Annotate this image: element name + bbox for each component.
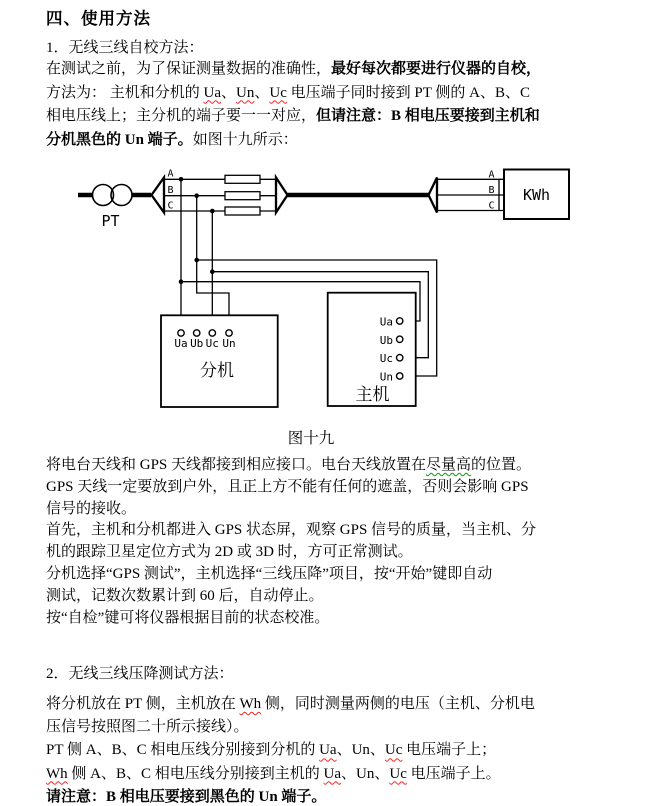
subsection-2-title: 2．无线三线压降测试方法： (46, 666, 234, 682)
misspelled-term: Ua (323, 765, 342, 782)
subsection-1-title: 1．无线三线自校方法： (46, 40, 204, 56)
slave-terminal-label-ub: Ub (190, 337, 204, 350)
text-run: 相电压线上；主分机的端子要一一对应， (46, 108, 317, 124)
host-unit-label: 主机 (355, 385, 390, 404)
phase-label-c-left: C (167, 200, 174, 212)
slave-terminal-label-uc: Uc (205, 337, 219, 350)
misspelled-term: Uc (389, 765, 407, 782)
bold-text-run: 分机黑色的 Un 端子。 (46, 131, 193, 148)
text-run: 的位置。 (471, 457, 532, 473)
text-run: 在测试之前，为了保证测量数据的准确性， (46, 61, 332, 77)
resistors (225, 175, 260, 215)
text-run: 侧 A、B、C 相电压线分别接到主机的 (67, 765, 324, 782)
phase-label-a-left: A (167, 168, 174, 180)
phase-label-b-right: B (488, 185, 495, 196)
text-line (46, 608, 536, 630)
text-line (46, 542, 536, 564)
bold-text-run: 最好每次都要进行仪器的自校， (331, 61, 542, 77)
paragraph-gps-antenna (46, 455, 536, 629)
text-line (46, 693, 535, 716)
text-line (46, 520, 536, 542)
slave-terminal-label-ua: Ua (174, 337, 188, 350)
text-line (46, 763, 535, 786)
text-line (46, 739, 535, 762)
host-terminal-label-ub: Ub (379, 333, 393, 347)
misspelled-term: Uc (269, 84, 287, 101)
fanin-chevron (276, 178, 288, 213)
text-run: 机的跟踪卫星定位方式为 2D 或 3D 时，方可正常测试。 (46, 544, 413, 561)
misspelled-term: Un (236, 84, 255, 101)
phase-label-c-right: C (488, 200, 495, 212)
misspelled-term: Wh (46, 765, 68, 782)
text-line (46, 564, 536, 586)
phase-label-a-right: A (488, 169, 495, 181)
slave-drop-wires (181, 179, 229, 330)
fanout-chevron-right (429, 178, 438, 213)
text-run: 信号的接收。 (46, 500, 137, 517)
text-run: 分机选择“GPS 测试”，主机选择“三线压降”项目，按“开始”键即自动 (46, 565, 493, 582)
slave-unit (161, 315, 278, 407)
bus-phase-lines (164, 179, 504, 211)
host-terminal-label-ua: Ua (379, 315, 393, 329)
bold-text-run: 但请注意：B 相电压要接到主机和 (316, 108, 540, 124)
text-run: 电压端子上； (402, 742, 497, 759)
kwh-label: KWh (522, 186, 551, 204)
text-run: 测试，记数次数累计到 60 后，自动停止。 (46, 587, 324, 604)
text-run: 按“自检”键可将仪器根据目前的状态校准。 (46, 609, 330, 626)
phase-label-b-left: B (167, 185, 174, 196)
text-run: 方法为： 主机和分机的 (46, 84, 204, 101)
slave-terminal-label-un: Un (222, 337, 236, 350)
grammar-flagged-term: 尽量高 (426, 457, 472, 473)
text-run: 首先，主机和分机都进入 GPS 状态屏，观察 GPS 信号的质量，当主机、分 (46, 522, 537, 539)
text-run: 侧，同时测量两侧的电压（主机、分机电 (261, 696, 535, 712)
host-unit (328, 293, 416, 406)
text-line (46, 716, 535, 739)
text-run: 、Un、 (336, 742, 385, 759)
text-run: PT 侧 A、B、C 相电压线分别接到分机的 (46, 742, 320, 759)
misspelled-term: Ua (203, 84, 222, 101)
section-heading: 四、使用方法 (46, 9, 151, 28)
text-run: 将电台天线和 GPS 天线都接到相应接口。电台天线放置在 (46, 457, 427, 473)
text-run: 将分机放在 PT 侧，主机放在 (46, 696, 240, 712)
text-line (46, 786, 535, 806)
host-terminal-label-un: Un (379, 370, 393, 384)
text-line (46, 586, 536, 608)
paragraph-voltage-drop-test (46, 693, 535, 806)
misspelled-term: Ua (319, 742, 337, 759)
host-terminal-label-uc: Uc (379, 352, 393, 366)
figure-caption: 图十九 (287, 430, 335, 447)
text-run: 、 (254, 84, 270, 101)
slave-unit-label: 分机 (200, 361, 234, 380)
fanout-chevron-left (152, 178, 165, 213)
text-run: 、 (221, 84, 237, 101)
text-run: 压信号按照图二十所示接线）。 (46, 719, 249, 736)
misspelled-term: Uc (384, 742, 403, 759)
text-line (46, 477, 536, 499)
pt-label: PT (101, 212, 120, 230)
text-run: 如图十九所示： (192, 131, 298, 148)
bold-text-run: 请注意：B 相电压要接到黑色的 Un 端子。 (46, 788, 327, 805)
text-run: GPS 天线一定要放到户外，且正上方不能有任何的遮盖，否则会影响 GPS (46, 478, 529, 495)
misspelled-term: Wh (239, 696, 262, 712)
text-line (46, 499, 536, 521)
text-run: 电压端子上。 (406, 765, 501, 782)
text-run: 、Un、 (341, 765, 390, 782)
text-run: 电压端子同时接到 PT 侧的 A、B、C (286, 84, 530, 101)
pt-symbol (78, 185, 151, 206)
text-line (46, 455, 536, 477)
